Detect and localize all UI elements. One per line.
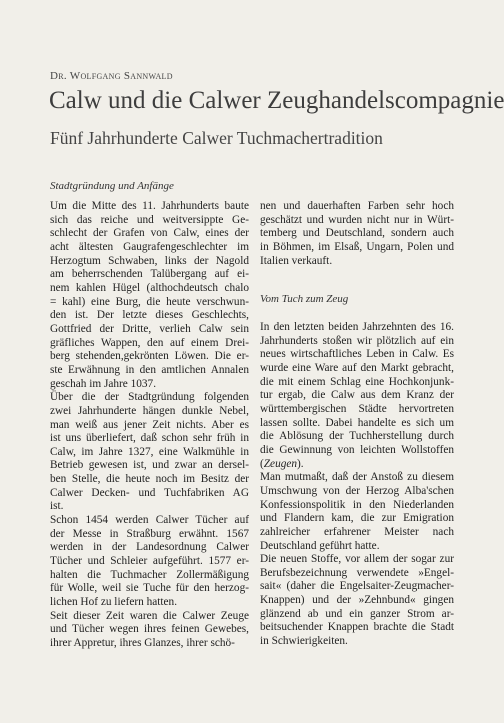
text-line: schlecht der Grafen von Calw, eines der (50, 227, 249, 240)
text-line: ste Erwähnung in den amtlichen Annalen (50, 363, 249, 376)
text-line: halten die Tuchmacher Zollermäßigung (50, 568, 249, 581)
text-line: Tücher und Schleier aufgeführt. 1577 er- (50, 555, 249, 568)
text-line: Um die Mitte des 11. Jahrhunderts baute (50, 200, 249, 212)
text-line: die Ablösung der Tuchherstellung durch (260, 430, 454, 443)
text-line: die mit einem Schlag eine Hochkonjunk- (260, 375, 454, 388)
text-line: württembergischen Städte hervortreten (260, 402, 454, 415)
text-line: zahlreicher erfahrener Meister nach (260, 525, 454, 538)
text-line: geschätzt und wurden nicht nur in Würt- (260, 213, 454, 226)
text-line: geschah im Jahre 1037. (50, 377, 157, 390)
text-line: ist. (50, 500, 64, 513)
text-line: nem kahlen Hügel (althochdeutsch chalo (50, 281, 249, 294)
text-line: Man mutmaßt, daß der Anstoß zu diesem (260, 471, 454, 484)
text-line: wurde eine Ware auf den Markt gebracht, (260, 361, 454, 374)
text-line: Herzogtum Schwaben, links der Nagold (50, 254, 249, 267)
right-column-text-bottom (260, 321, 454, 649)
text-line: und Flandern kam, die zur Emigration (260, 512, 454, 525)
text-line: in Schwierigkeiten. (260, 635, 348, 648)
text-line: für Wolle, weil sie Tuche für den herzog- (50, 582, 249, 595)
article-subtitle: Fünf Jahrhunderte Calwer Tuchmachertradition (50, 128, 383, 148)
text-line: neues wirtschaftliches Leben in Calw. Es (260, 348, 454, 361)
text-line: gräfliches Wappen, den auf einem Drei- (50, 336, 249, 349)
text-line: am beherrschenden Talübergang auf ei- (50, 268, 249, 281)
text-line: sait« (daher die Engelsaiter-Zeugmacher- (260, 580, 454, 593)
text-line: Betrieb gewesen ist, und zwar an dersel- (50, 459, 249, 472)
text-line: nen und dauerhaften Farben sehr hoch (260, 200, 454, 212)
text-line: In den letzten beiden Jahrzehnten des 16. (260, 321, 454, 333)
text-line: Knappen) und der »Zehnbund« gingen (260, 594, 454, 607)
text-line: lassen sollte. Dabei handelte es sich um (260, 416, 454, 429)
text-line: Die neuen Stoffe, vor allem der sogar zur (260, 553, 454, 566)
text-line: lichen Hof zu liefern hatten. (50, 596, 178, 609)
text-line: ben Stelle, die heute noch im Besitz der (50, 473, 249, 486)
text-line: in Böhmen, im Elsaß, Ungarn, Polen und (260, 240, 454, 253)
text-line: man weiß aus jener Zeit nichts. Aber es (50, 418, 249, 431)
text-line: der Messe in Straßburg erwähnt. 1567 (50, 527, 249, 540)
text-line: acht ältesten Gaugrafengeschlechter im (50, 240, 249, 253)
text-line: Schon 1454 werden Calwer Tücher auf (50, 514, 249, 527)
text-line: zwei Jahrhunderte hängen dunkle Nebel, (50, 404, 249, 417)
text-line: Berufsbezeichnung verwendete »Engel- (260, 566, 454, 579)
text-line: Deutschland geführt hatte. (260, 539, 380, 552)
text-line: (Zeugen). (260, 457, 304, 470)
text-line: Calwer Decken- und Tuchfabriken AG (50, 486, 249, 499)
right-column-text-top (260, 200, 454, 268)
left-column-text (50, 200, 249, 651)
text-line: temberg und Deutschland, sondern auch (260, 227, 454, 240)
section-heading-2 (260, 293, 348, 305)
text-line: die Gewinnung von leichten Wollstoffen (260, 443, 454, 456)
text-line: Über die der Stadtgründung folgenden (50, 391, 249, 404)
text-line: und Tücher wegen ihres feinen Gewebes, (50, 623, 249, 636)
text-line: den ist. Der letzte dieses Geschlechts, (50, 309, 249, 322)
text-line: Jahrhunderts stoßen wir plötzlich auf ein (260, 334, 454, 347)
text-line: tur ergab, die Calw aus dem Kranz der (260, 389, 454, 402)
text-line: ihrer Appretur, ihres Glanzes, ihrer schö- (50, 637, 235, 649)
author-name: Dr. Wolfgang Sannwald (50, 70, 173, 82)
text-line: werden in der Landesordnung Calwer (50, 541, 249, 554)
article-title: Calw und die Calwer Zeughandelscompagnie (49, 87, 504, 114)
text-line: beitsuchender Knappen brachte die Stadt (260, 621, 454, 634)
text-line: Seit dieser Zeit waren die Calwer Zeuge (50, 609, 249, 622)
text-line: sich das reiche und weitversippte Ge- (50, 213, 249, 226)
text-line: = kahl) eine Burg, die heute verschwun- (50, 295, 249, 308)
section-heading-text: Stadtgründung und Anfänge (50, 180, 174, 192)
text-line: Gottfried der Dritte, verlieh Calw sein (50, 322, 249, 335)
text-line: Konfessionspolitik in den Niederlanden (260, 498, 454, 511)
section-heading-text: Vom Tuch zum Zeug (260, 293, 349, 305)
text-line: berg stehenden,gekrönten Löwen. Die er- (50, 350, 249, 363)
section-heading-1 (50, 180, 174, 192)
text-line: ist uns überliefert, daß schon sehr früh in (50, 432, 249, 445)
text-line: Umschwung von der Herzog Alba'schen (260, 484, 454, 497)
text-line: glänzend ab und ein ganzer Strom ar- (260, 607, 454, 620)
text-line: Italien verkauft. (260, 254, 333, 267)
text-line: Calw, im Jahre 1327, eine Walkmühle in (50, 445, 249, 458)
